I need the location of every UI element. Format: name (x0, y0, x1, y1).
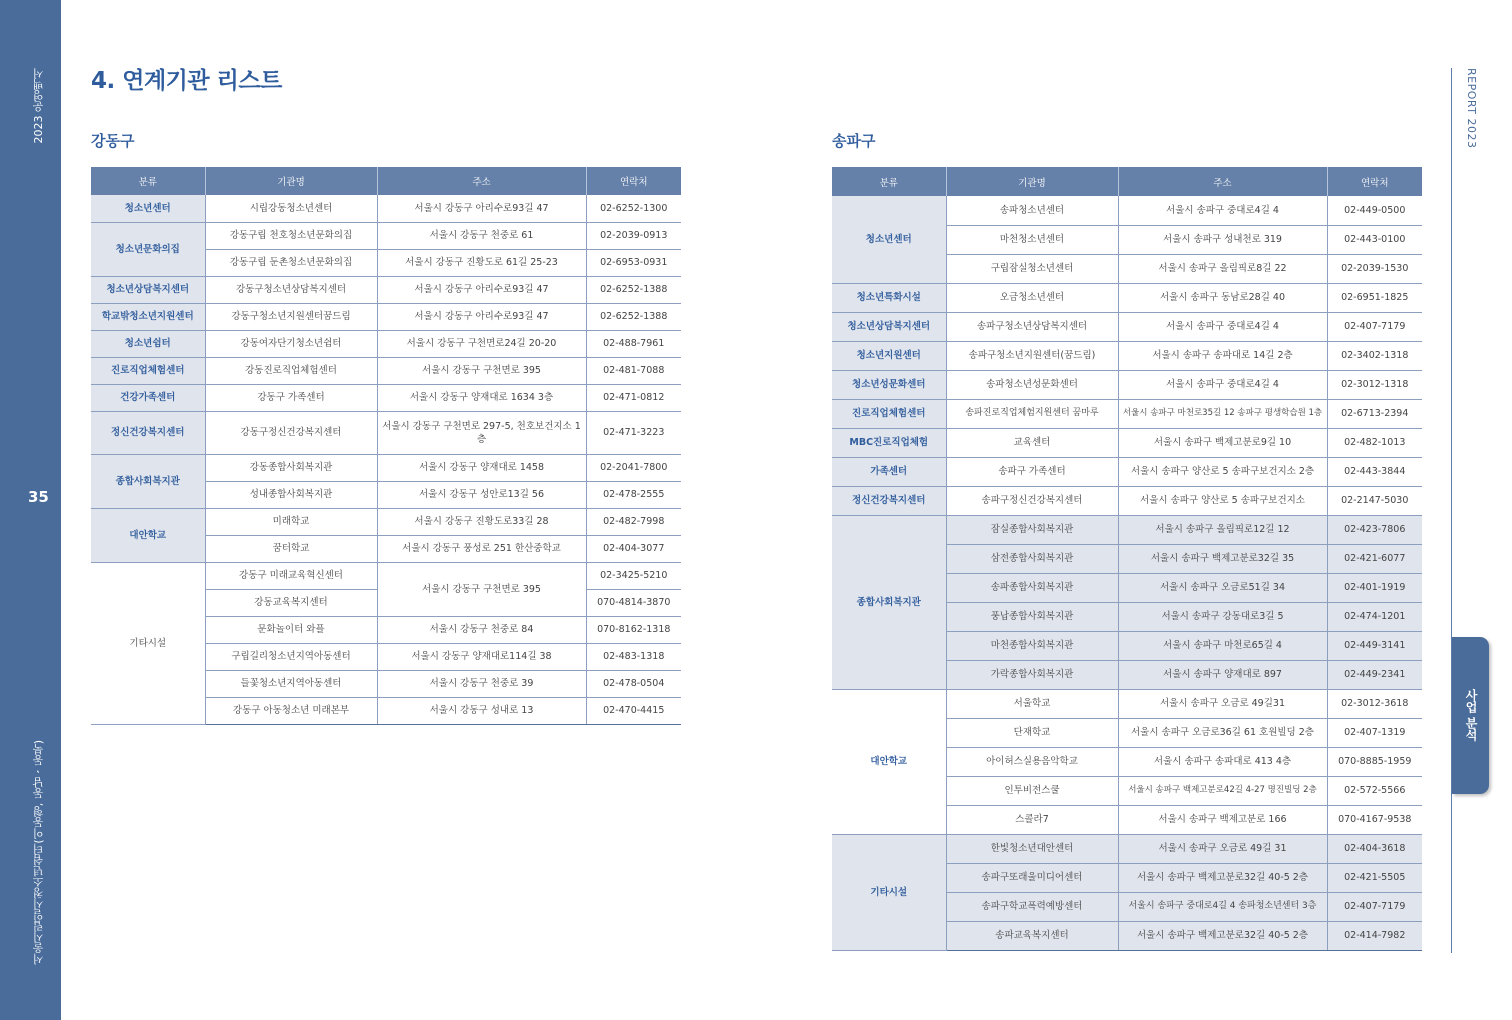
contact-cell: 02-482-7998 (586, 508, 681, 535)
year-label: 2023 운영백서 (32, 68, 45, 144)
name-cell: 강동여자단기청소년쉼터 (205, 330, 377, 357)
songpa-table (832, 167, 1422, 951)
name-cell: 시립강동청소년센터 (205, 195, 377, 222)
contact-cell: 02-6951-1825 (1327, 283, 1422, 312)
category-cell: 대안학교 (91, 508, 205, 562)
category-cell: 청소년문화의집 (91, 222, 205, 276)
contact-cell: 02-478-0504 (586, 670, 681, 697)
contact-cell: 02-3402-1318 (1327, 341, 1422, 370)
name-cell: 잠실종합사회복지관 (946, 515, 1118, 544)
section-tab-label: 사업 분석 (1464, 689, 1478, 742)
address-cell: 서울시 송파구 송파대로 413 4층 (1118, 747, 1327, 776)
contact-cell: 02-449-0500 (1327, 196, 1422, 225)
name-cell: 풍납종합사회복지관 (946, 602, 1118, 631)
name-cell: 성내종합사회복지관 (205, 481, 377, 508)
contact-cell: 02-449-3141 (1327, 631, 1422, 660)
table-row (832, 196, 1422, 225)
category-cell: 청소년특화시설 (832, 283, 946, 312)
right-divider (1451, 68, 1452, 953)
category-cell: 종합사회복지관 (832, 515, 946, 689)
contact-cell: 070-8162-1318 (586, 616, 681, 643)
address-cell: 서울시 송파구 백제고분로9길 10 (1118, 428, 1327, 457)
address-cell: 서울시 송파구 오금로 49길31 (1118, 689, 1327, 718)
name-cell: 송파구 가족센터 (946, 457, 1118, 486)
page-title: 4. 연계기관 리스트 (91, 68, 282, 94)
contact-cell: 070-8885-1959 (1327, 747, 1422, 776)
address-cell: 서울시 송파구 마천로35길 12 송파구 평생학습원 1층 (1118, 399, 1327, 428)
address-cell: 서울시 송파구 오금로36길 61 호원빌딩 2층 (1118, 718, 1327, 747)
header-contact: 연락처 (1327, 167, 1422, 196)
category-cell: 기타시설 (91, 562, 205, 724)
songpa-heading: 송파구 (832, 132, 876, 150)
address-cell: 서울시 송파구 백제고분로 166 (1118, 805, 1327, 834)
contact-cell: 070-4167-9538 (1327, 805, 1422, 834)
name-cell: 송파구또래울미디어센터 (946, 863, 1118, 892)
address-cell: 서울시 강동구 아리수로93길 47 (377, 195, 586, 222)
category-cell: 가족센터 (832, 457, 946, 486)
address-cell: 서울시 송파구 오금로 49길 31 (1118, 834, 1327, 863)
contact-cell: 02-443-0100 (1327, 225, 1422, 254)
address-cell: 서울시 송파구 중대로4길 4 (1118, 312, 1327, 341)
category-cell: MBC진로직업체험 (832, 428, 946, 457)
contact-cell: 02-3012-1318 (1327, 370, 1422, 399)
name-cell: 송파종합사회복지관 (946, 573, 1118, 602)
address-cell: 서울시 송파구 동남로28길 40 (1118, 283, 1327, 312)
address-cell: 서울시 강동구 구천면로24길 20-20 (377, 330, 586, 357)
report-label: REPORT 2023 (1465, 68, 1478, 149)
contact-cell: 02-483-1318 (586, 643, 681, 670)
table-row (91, 330, 681, 357)
address-cell: 서울시 강동구 진황도로33길 28 (377, 508, 586, 535)
table-row (832, 283, 1422, 312)
address-cell: 서울시 송파구 성내천로 319 (1118, 225, 1327, 254)
table-row (91, 303, 681, 330)
contact-cell: 02-421-5505 (1327, 863, 1422, 892)
table-row (91, 411, 681, 454)
name-cell: 인투비전스쿨 (946, 776, 1118, 805)
name-cell: 마천청소년센터 (946, 225, 1118, 254)
name-cell: 강동구립 둔촌청소년문화의집 (205, 249, 377, 276)
name-cell: 아이허스실용음악학교 (946, 747, 1118, 776)
contact-cell: 02-3425-5210 (586, 562, 681, 589)
name-cell: 오금청소년센터 (946, 283, 1118, 312)
name-cell: 송파구정신건강복지센터 (946, 486, 1118, 515)
name-cell: 들꽃청소년지역아동센터 (205, 670, 377, 697)
table-row (91, 276, 681, 303)
address-cell: 서울시 강동구 진황도로 61길 25-23 (377, 249, 586, 276)
address-cell: 서울시 송파구 양산로 5 송파구보건지소 (1118, 486, 1327, 515)
address-cell: 서울시 송파구 중대로4길 4 (1118, 370, 1327, 399)
table-row (832, 312, 1422, 341)
address-cell: 서울시 송파구 백제고분로32길 40-5 2층 (1118, 921, 1327, 950)
address-cell: 서울시 송파구 백제고분로32길 40-5 2층 (1118, 863, 1327, 892)
name-cell: 교육센터 (946, 428, 1118, 457)
table-row (91, 508, 681, 535)
header-contact: 연락처 (586, 167, 681, 195)
address-cell: 서울시 송파구 마천로65길 4 (1118, 631, 1327, 660)
table-row (91, 384, 681, 411)
table-row (832, 486, 1422, 515)
contact-cell: 02-470-4415 (586, 697, 681, 724)
gangdong-heading: 강동구 (91, 132, 135, 150)
address-cell: 서울시 강동구 성안로13길 56 (377, 481, 586, 508)
name-cell: 강동종합사회복지관 (205, 454, 377, 481)
contact-cell: 02-2039-1530 (1327, 254, 1422, 283)
category-cell: 청소년성문화센터 (832, 370, 946, 399)
category-cell: 청소년센터 (91, 195, 205, 222)
name-cell: 강동교육복지센터 (205, 589, 377, 616)
contact-cell: 02-6953-0931 (586, 249, 681, 276)
address-cell: 서울시 송파구 중대로4길 4 (1118, 196, 1327, 225)
page-number: 35 (28, 488, 49, 506)
name-cell: 송파청소년센터 (946, 196, 1118, 225)
category-cell: 학교밖청소년지원센터 (91, 303, 205, 330)
category-cell: 기타시설 (832, 834, 946, 950)
section-tab[interactable] (1452, 637, 1489, 794)
category-cell: 종합사회복지관 (91, 454, 205, 508)
category-cell: 청소년쉼터 (91, 330, 205, 357)
name-cell: 강동구정신건강복지센터 (205, 411, 377, 454)
name-cell: 강동구청소년지원센터꿈드림 (205, 303, 377, 330)
table-row (91, 454, 681, 481)
address-cell: 서울시 강동구 아리수로93길 47 (377, 276, 586, 303)
table-row (91, 222, 681, 249)
category-cell: 청소년상담복지센터 (91, 276, 205, 303)
contact-cell: 02-404-3077 (586, 535, 681, 562)
contact-cell: 02-6252-1300 (586, 195, 681, 222)
name-cell: 송파구청소년지원센터(꿈드림) (946, 341, 1118, 370)
address-cell: 서울시 송파구 중대로4길 4 송파청소년센터 3층 (1118, 892, 1327, 921)
contact-cell: 02-471-3223 (586, 411, 681, 454)
address-cell: 서울시 강동구 천중로 39 (377, 670, 586, 697)
table-row (832, 515, 1422, 544)
name-cell: 가락종합사회복지관 (946, 660, 1118, 689)
category-cell: 청소년지원센터 (832, 341, 946, 370)
address-cell: 서울시 송파구 송파대로 14길 2층 (1118, 341, 1327, 370)
contact-cell: 02-407-1319 (1327, 718, 1422, 747)
header-address: 주소 (377, 167, 586, 195)
header-category: 분류 (832, 167, 946, 196)
contact-cell: 02-478-2555 (586, 481, 681, 508)
address-cell: 서울시 송파구 양재대로 897 (1118, 660, 1327, 689)
contact-cell: 02-2041-7800 (586, 454, 681, 481)
address-cell: 서울시 강동구 풍성로 251 한산중학교 (377, 535, 586, 562)
name-cell: 강동진로직업체험센터 (205, 357, 377, 384)
address-cell: 서울시 강동구 양재대로114길 38 (377, 643, 586, 670)
name-cell: 미래학교 (205, 508, 377, 535)
name-cell: 꿈터학교 (205, 535, 377, 562)
contact-cell: 02-3012-3618 (1327, 689, 1422, 718)
name-cell: 송파교육복지센터 (946, 921, 1118, 950)
address-cell: 서울시 강동구 천중로 84 (377, 616, 586, 643)
contact-cell: 02-471-0812 (586, 384, 681, 411)
name-cell: 구립길리청소년지역아동센터 (205, 643, 377, 670)
address-cell: 서울시 강동구 구천면로 395 (377, 357, 586, 384)
category-cell: 청소년상담복지센터 (832, 312, 946, 341)
name-cell: 스콜라7 (946, 805, 1118, 834)
table-row (91, 357, 681, 384)
address-cell: 서울시 송파구 오금로51길 34 (1118, 573, 1327, 602)
category-cell: 정신건강복지센터 (832, 486, 946, 515)
table-row (832, 834, 1422, 863)
table-row (832, 689, 1422, 718)
contact-cell: 02-443-3844 (1327, 457, 1422, 486)
left-sidebar (0, 0, 61, 1020)
category-cell: 건강가족센터 (91, 384, 205, 411)
name-cell: 강동구 아동청소년 미래본부 (205, 697, 377, 724)
contact-cell: 02-572-5566 (1327, 776, 1422, 805)
contact-cell: 02-474-1201 (1327, 602, 1422, 631)
name-cell: 송파청소년성문화센터 (946, 370, 1118, 399)
header-category: 분류 (91, 167, 205, 195)
header-name: 기관명 (205, 167, 377, 195)
name-cell: 강동구청소년상담복지센터 (205, 276, 377, 303)
address-cell: 서울시 송파구 올림픽로8길 22 (1118, 254, 1327, 283)
table-row (832, 370, 1422, 399)
name-cell: 강동구 미래교육혁신센터 (205, 562, 377, 589)
contact-cell: 02-6252-1388 (586, 303, 681, 330)
name-cell: 구립잠실청소년센터 (946, 254, 1118, 283)
name-cell: 서울학교 (946, 689, 1118, 718)
address-cell: 서울시 강동구 아리수로93길 47 (377, 303, 586, 330)
category-cell: 청소년센터 (832, 196, 946, 283)
address-cell: 서울시 송파구 백제고분로32길 35 (1118, 544, 1327, 573)
table-row (832, 428, 1422, 457)
contact-cell: 02-6252-1388 (586, 276, 681, 303)
address-cell: 서울시 강동구 구천면로 297-5, 천호보건지소 1층 (377, 411, 586, 454)
header-name: 기관명 (946, 167, 1118, 196)
header-address: 주소 (1118, 167, 1327, 196)
name-cell: 송파진로직업체험지원센터 꿈마루 (946, 399, 1118, 428)
table-row (832, 457, 1422, 486)
gangdong-table (91, 167, 681, 725)
address-cell: 서울시 강동구 양재대로 1458 (377, 454, 586, 481)
name-cell: 삼전종합사회복지관 (946, 544, 1118, 573)
table-row (91, 562, 681, 589)
address-cell: 서울시 송파구 올림픽로12길 12 (1118, 515, 1327, 544)
contact-cell: 02-401-1919 (1327, 573, 1422, 602)
name-cell: 한빛청소년대안센터 (946, 834, 1118, 863)
name-cell: 강동구 가족센터 (205, 384, 377, 411)
contact-cell: 02-6713-2394 (1327, 399, 1422, 428)
contact-cell: 02-414-7982 (1327, 921, 1422, 950)
contact-cell: 02-404-3618 (1327, 834, 1422, 863)
address-cell: 서울시 송파구 백제고분로42길 4-27 명진빌딩 2층 (1118, 776, 1327, 805)
contact-cell: 02-481-7088 (586, 357, 681, 384)
address-cell: 서울시 강동구 천중로 61 (377, 222, 586, 249)
address-cell: 서울시 송파구 강동대로3길 5 (1118, 602, 1327, 631)
contact-cell: 02-423-7806 (1327, 515, 1422, 544)
contact-cell: 02-421-6077 (1327, 544, 1422, 573)
table-row (832, 399, 1422, 428)
address-cell: 서울시 강동구 구천면로 395 (377, 562, 586, 616)
contact-cell: 02-482-1013 (1327, 428, 1422, 457)
category-cell: 대안학교 (832, 689, 946, 834)
table-row (832, 341, 1422, 370)
address-cell: 서울시 강동구 양재대로 1634 3층 (377, 384, 586, 411)
contact-cell: 02-407-7179 (1327, 312, 1422, 341)
organization-label: 서울시립일시청소년쉼터(이동형, 동남ㆍ동북) (32, 740, 45, 965)
name-cell: 송파구청소년상담복지센터 (946, 312, 1118, 341)
category-cell: 진로직업체험센터 (832, 399, 946, 428)
name-cell: 마천종합사회복지관 (946, 631, 1118, 660)
contact-cell: 02-407-7179 (1327, 892, 1422, 921)
contact-cell: 02-2147-5030 (1327, 486, 1422, 515)
name-cell: 단재학교 (946, 718, 1118, 747)
table-row (91, 195, 681, 222)
contact-cell: 02-2039-0913 (586, 222, 681, 249)
name-cell: 송파구학교폭력예방센터 (946, 892, 1118, 921)
contact-cell: 02-449-2341 (1327, 660, 1422, 689)
category-cell: 진로직업체험센터 (91, 357, 205, 384)
contact-cell: 02-488-7961 (586, 330, 681, 357)
name-cell: 문화놀이터 와플 (205, 616, 377, 643)
address-cell: 서울시 송파구 양산로 5 송파구보건지소 2층 (1118, 457, 1327, 486)
contact-cell: 070-4814-3870 (586, 589, 681, 616)
category-cell: 정신건강복지센터 (91, 411, 205, 454)
address-cell: 서울시 강동구 성내로 13 (377, 697, 586, 724)
name-cell: 강동구립 천호청소년문화의집 (205, 222, 377, 249)
